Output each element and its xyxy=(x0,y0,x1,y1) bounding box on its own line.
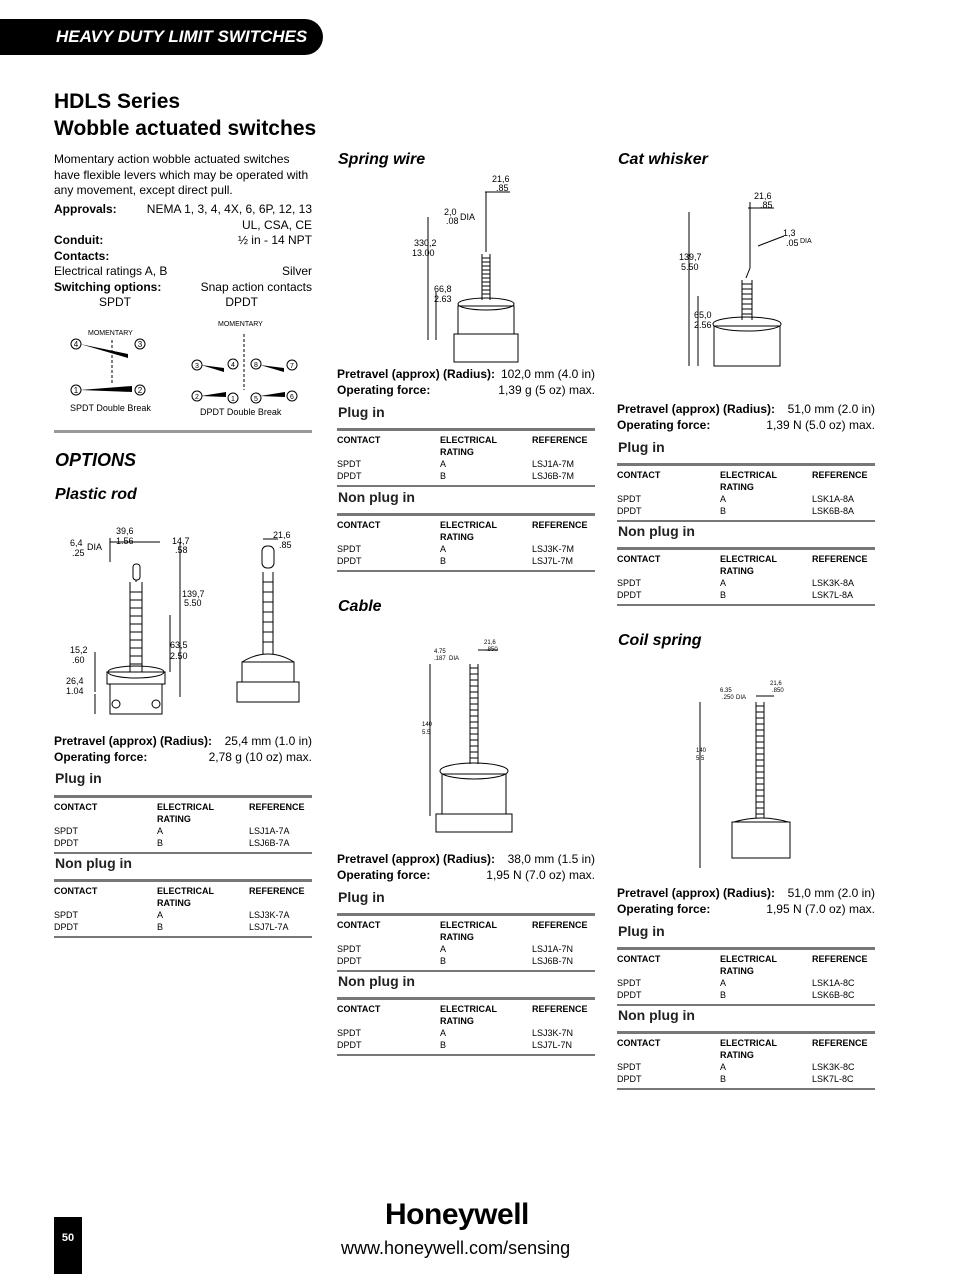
plastic-rod-non-plug-heading: Non plug in xyxy=(55,855,132,871)
operating-force-label: Operating force: xyxy=(617,901,711,916)
dim-label: .85 xyxy=(279,540,292,550)
dim-label: 1.56 xyxy=(116,536,134,546)
dim-label: 6,4 xyxy=(70,538,83,548)
cable-heading: Cable xyxy=(338,598,382,615)
dpdt-terminal-1: 1 xyxy=(231,396,235,403)
table-row: DPDT B LSJ7L-7M xyxy=(337,556,574,566)
pretravel-label: Pretravel (approx) (Radius): xyxy=(617,402,776,416)
col-contact: CONTACT xyxy=(337,520,381,530)
col-contact: CONTACT xyxy=(54,802,98,812)
col-contact: CONTACT xyxy=(617,470,661,480)
page-number-box xyxy=(54,1217,82,1274)
honeywell-logo: Honeywell xyxy=(385,1198,529,1231)
dim-label: 15,2 xyxy=(70,645,88,655)
spdt-caption: SPDT Double Break xyxy=(70,403,151,413)
dim-label: 14,7 xyxy=(172,536,190,546)
cable-non-plug-heading: Non plug in xyxy=(338,973,415,989)
cable-drawing xyxy=(418,634,528,834)
approvals-value-2: UL, CSA, CE xyxy=(241,217,312,232)
pretravel-value: 102,0 mm (4.0 in) xyxy=(500,367,595,381)
col-rating: ELECTRICAL RATING xyxy=(157,802,214,824)
pretravel-label: Pretravel (approx) (Radius): xyxy=(337,852,496,866)
spdt-terminal-2: 2 xyxy=(137,386,143,395)
dpdt-terminal-7: 7 xyxy=(290,363,294,370)
switching-value: Snap action contacts xyxy=(200,279,312,294)
operating-force-label: Operating force: xyxy=(337,382,431,397)
dim-label: .25 xyxy=(72,548,85,558)
col-reference: REFERENCE xyxy=(812,1038,868,1048)
dpdt-terminal-3: 3 xyxy=(195,363,199,370)
title-line-2: Wobble actuated switches xyxy=(54,117,317,140)
dim-label: 139,7 xyxy=(679,252,702,262)
col-contact: CONTACT xyxy=(337,435,381,445)
table-row: SPDT A LSK3K-8C xyxy=(617,1062,855,1072)
plastic-rod-plug-in-table xyxy=(54,795,312,854)
coil-spring-plug-in-heading: Plug in xyxy=(618,923,665,939)
table-row: SPDT A LSJ1A-7M xyxy=(337,459,575,469)
pretravel-label: Pretravel (approx) (Radius): xyxy=(337,367,496,381)
cat-whisker-non-plug-table xyxy=(617,547,875,606)
options-heading: OPTIONS xyxy=(55,450,137,470)
approvals-label: Approvals: xyxy=(54,202,117,216)
col-rating: ELECTRICAL RATING xyxy=(440,1004,497,1026)
dim-label: .05 xyxy=(786,238,799,248)
page-title xyxy=(54,88,316,142)
cat-whisker-heading: Cat whisker xyxy=(618,151,708,168)
col-reference: REFERENCE xyxy=(532,520,588,530)
section-banner xyxy=(0,19,323,55)
col-rating: ELECTRICAL RATING xyxy=(440,920,497,942)
plastic-rod-drawing xyxy=(60,522,310,722)
col-reference: REFERENCE xyxy=(249,886,305,896)
table-row: DPDT B LSJ6B-7M xyxy=(337,471,575,481)
plastic-rod-specs xyxy=(54,734,312,765)
dpdt-terminal-5: 5 xyxy=(254,396,258,403)
dim-label: 66,8 xyxy=(434,284,452,294)
dim-label: 26,4 xyxy=(66,676,84,686)
dim-label: 140 xyxy=(696,748,707,754)
ratings-label: Electrical ratings A, B xyxy=(54,264,168,278)
operating-force-label: Operating force: xyxy=(337,867,431,882)
cat-whisker-non-plug-heading: Non plug in xyxy=(618,523,695,539)
operating-force-value: 1,39 g (5 oz) max. xyxy=(498,382,595,397)
dpdt-terminal-4: 4 xyxy=(231,362,235,369)
spdt-label: SPDT xyxy=(99,295,132,309)
dim-label: 2.56 xyxy=(694,320,712,330)
options-divider xyxy=(54,430,312,433)
dpdt-terminal-8: 8 xyxy=(254,362,258,369)
coil-spring-plug-in-table xyxy=(617,947,875,1006)
dim-label: 2,0 xyxy=(444,207,457,217)
table-row: SPDT A LSJ3K-7N xyxy=(337,1028,574,1038)
contacts-label: Contacts: xyxy=(54,248,110,263)
col-contact: CONTACT xyxy=(617,1038,661,1048)
col-contact: CONTACT xyxy=(337,920,381,930)
dia-label: DIA xyxy=(87,542,103,552)
pretravel-value: 51,0 mm (2.0 in) xyxy=(787,886,875,900)
dim-label: 13.00 xyxy=(412,248,435,258)
dim-label: 330,2 xyxy=(414,238,437,248)
cable-non-plug-table xyxy=(337,997,595,1056)
dim-label: .187 xyxy=(434,656,446,662)
cable-plug-in-table xyxy=(337,913,595,972)
table-row: SPDT A LSJ3K-7M xyxy=(337,544,575,554)
dim-label: 39,6 xyxy=(116,526,134,536)
spring-wire-plug-in-table xyxy=(337,428,595,487)
col-rating: ELECTRICAL RATING xyxy=(720,554,777,576)
table-row: SPDT A LSK3K-8A xyxy=(617,578,855,588)
table-row: SPDT A LSJ3K-7A xyxy=(54,910,290,920)
spdt-terminal-3: 3 xyxy=(137,340,143,349)
operating-force-value: 1,39 N (5.0 oz) max. xyxy=(766,417,875,432)
dia-label: DIA xyxy=(736,695,747,701)
dim-label: 5.50 xyxy=(184,598,202,608)
col-rating: ELECTRICAL RATING xyxy=(440,435,497,457)
table-row: DPDT B LSK7L-8A xyxy=(617,590,854,600)
coil-spring-heading: Coil spring xyxy=(618,632,702,649)
cat-whisker-plug-in-heading: Plug in xyxy=(618,439,665,455)
spring-wire-drawing xyxy=(410,172,520,368)
dim-label: 1.04 xyxy=(66,686,84,696)
dpdt-terminal-6: 6 xyxy=(290,394,294,401)
conduit-value: ½ in - 14 NPT xyxy=(237,233,312,247)
table-row: SPDT A LSJ1A-7N xyxy=(337,944,574,954)
dpdt-caption: DPDT Double Break xyxy=(200,407,282,417)
dim-label: .58 xyxy=(175,545,188,555)
table-row: SPDT A LSJ1A-7A xyxy=(54,826,290,836)
table-row: DPDT B LSK6B-8A xyxy=(617,506,855,516)
spring-wire-heading: Spring wire xyxy=(338,151,426,168)
pretravel-value: 25,4 mm (1.0 in) xyxy=(224,734,312,748)
col-reference: REFERENCE xyxy=(812,470,868,480)
title-line-1: HDLS Series xyxy=(54,90,181,113)
col-rating: ELECTRICAL RATING xyxy=(440,520,497,542)
dpdt-terminal-2: 2 xyxy=(195,394,199,401)
dim-label: 21,6 xyxy=(492,174,510,184)
table-row: DPDT B LSK7L-8C xyxy=(617,1074,854,1084)
col-contact: CONTACT xyxy=(617,954,661,964)
table-row: DPDT B LSJ7L-7A xyxy=(54,922,289,932)
dim-label: 2.63 xyxy=(434,294,452,304)
pretravel-label: Pretravel (approx) (Radius): xyxy=(54,734,213,748)
table-row: SPDT A LSK1A-8A xyxy=(617,494,855,504)
specs-block xyxy=(54,202,312,311)
col-rating: ELECTRICAL RATING xyxy=(720,470,777,492)
spring-wire-non-plug-heading: Non plug in xyxy=(338,489,415,505)
plastic-rod-heading: Plastic rod xyxy=(55,486,137,503)
dim-label: 63,5 xyxy=(170,640,188,650)
col-contact: CONTACT xyxy=(337,1004,381,1014)
dia-label: DIA xyxy=(449,656,460,662)
col-rating: ELECTRICAL RATING xyxy=(720,1038,777,1060)
website-link[interactable]: www.honeywell.com/sensing xyxy=(341,1238,571,1258)
plastic-rod-plug-in-heading: Plug in xyxy=(55,770,102,786)
table-row: DPDT B LSK6B-8C xyxy=(617,990,855,1000)
spdt-terminal-1: 1 xyxy=(73,386,79,395)
dpdt-momentary-text: MOMENTARY xyxy=(218,321,263,328)
spdt-terminal-4: 4 xyxy=(73,340,79,349)
dim-label: 139,7 xyxy=(182,589,205,599)
coil-spring-drawing xyxy=(690,674,810,870)
col-reference: REFERENCE xyxy=(532,1004,588,1014)
dim-label: 5.5 xyxy=(422,730,431,736)
dim-label: 1,3 xyxy=(783,228,796,238)
operating-force-value: 1,95 N (7.0 oz) max. xyxy=(766,901,875,916)
col-reference: REFERENCE xyxy=(249,802,305,812)
spring-wire-non-plug-table xyxy=(337,513,595,572)
approvals-value: NEMA 1, 3, 4, 4X, 6, 6P, 12, 13 xyxy=(146,202,312,216)
dim-label: 21,6 xyxy=(484,640,496,646)
dpdt-label: DPDT xyxy=(225,295,258,309)
cat-whisker-plug-in-table xyxy=(617,463,875,522)
dim-label: 5.50 xyxy=(681,262,699,272)
dim-label: 65,0 xyxy=(694,310,712,320)
col-rating: ELECTRICAL RATING xyxy=(157,886,214,908)
dim-label: 6.35 xyxy=(720,688,732,694)
pretravel-value: 51,0 mm (2.0 in) xyxy=(787,402,875,416)
dim-label: 2.50 xyxy=(170,651,188,661)
cat-whisker-drawing xyxy=(676,188,826,370)
dim-label: 140 xyxy=(422,722,433,728)
pretravel-label: Pretravel (approx) (Radius): xyxy=(617,886,776,900)
conduit-label: Conduit: xyxy=(54,233,104,247)
table-row: DPDT B LSJ7L-7N xyxy=(337,1040,573,1050)
table-row: SPDT A LSK1A-8C xyxy=(617,978,855,988)
dim-label: .08 xyxy=(446,216,459,226)
dim-label: 21,6 xyxy=(770,681,782,687)
switching-label: Switching options: xyxy=(54,279,162,294)
col-reference: REFERENCE xyxy=(812,554,868,564)
dim-label: .850 xyxy=(772,688,784,694)
table-row: DPDT B LSJ6B-7A xyxy=(54,838,290,848)
operating-force-value: 2,78 g (10 oz) max. xyxy=(208,749,312,764)
dim-label: .250 xyxy=(722,695,734,701)
dim-label: .85 xyxy=(496,183,509,193)
col-reference: REFERENCE xyxy=(812,954,868,964)
dim-label: 21,6 xyxy=(273,530,291,540)
dim-label: .850 xyxy=(486,647,498,653)
coil-spring-specs xyxy=(617,886,875,917)
coil-spring-non-plug-heading: Non plug in xyxy=(618,1007,695,1023)
ratings-value: Silver xyxy=(281,264,312,278)
pretravel-value: 38,0 mm (1.5 in) xyxy=(507,852,595,866)
col-contact: CONTACT xyxy=(54,886,98,896)
cable-plug-in-heading: Plug in xyxy=(338,889,385,905)
operating-force-label: Operating force: xyxy=(54,749,148,764)
operating-force-label: Operating force: xyxy=(617,417,711,432)
dim-label: 21,6 xyxy=(754,191,772,201)
coil-spring-non-plug-table xyxy=(617,1031,875,1090)
page-number: 50 xyxy=(61,1232,75,1244)
dim-label: .60 xyxy=(72,655,85,665)
dia-label: DIA xyxy=(800,238,812,245)
spdt-momentary-text: MOMENTARY xyxy=(88,330,133,337)
dim-label: .85 xyxy=(760,200,773,210)
banner-text: HEAVY DUTY LIMIT SWITCHES xyxy=(56,27,308,46)
table-row: DPDT B LSJ6B-7N xyxy=(337,956,574,966)
dim-label: 4.75 xyxy=(434,649,446,655)
cable-specs xyxy=(337,852,595,883)
contact-diagrams xyxy=(54,316,316,422)
cat-whisker-specs xyxy=(617,402,875,433)
spring-wire-specs xyxy=(337,367,595,398)
dim-label: 5.5 xyxy=(696,756,705,762)
intro-text: Momentary action wobble actuated switches have flexible levers which may be operated with any movement, except direct pull. xyxy=(54,152,309,197)
col-reference: REFERENCE xyxy=(532,920,588,930)
operating-force-value: 1,95 N (7.0 oz) max. xyxy=(486,867,595,882)
dia-label: DIA xyxy=(460,212,476,222)
spring-wire-plug-in-heading: Plug in xyxy=(338,404,385,420)
col-contact: CONTACT xyxy=(617,554,661,564)
col-reference: REFERENCE xyxy=(532,435,588,445)
plastic-rod-non-plug-table xyxy=(54,879,312,938)
col-rating: ELECTRICAL RATING xyxy=(720,954,777,976)
